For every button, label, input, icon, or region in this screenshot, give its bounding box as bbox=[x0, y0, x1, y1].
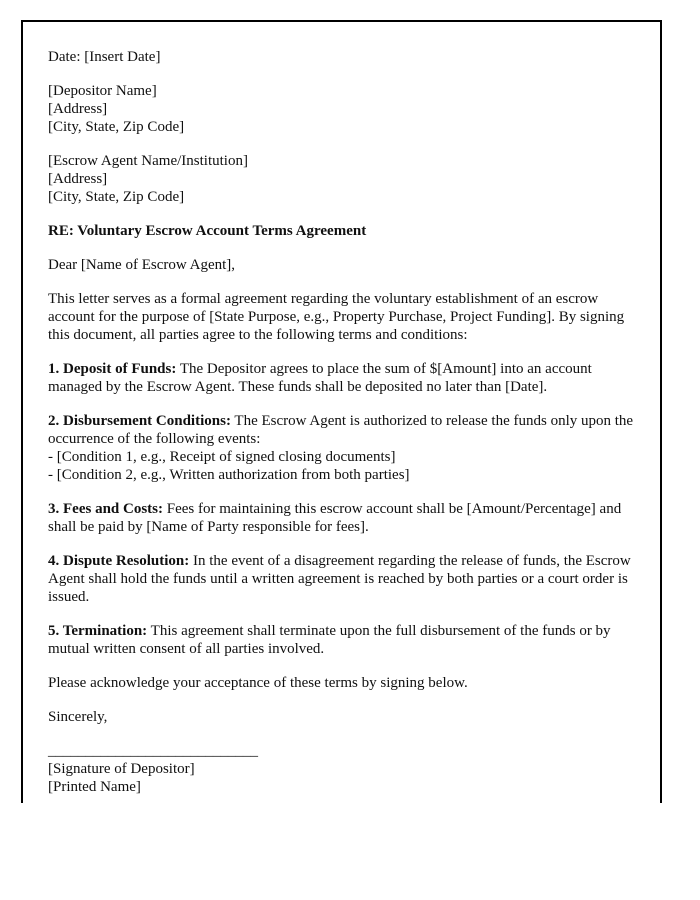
term-fees-and-costs bbox=[48, 500, 635, 536]
term-disbursement-conditions bbox=[48, 412, 635, 484]
subject-text: RE: Voluntary Escrow Account Terms Agreement bbox=[48, 223, 367, 239]
term-label: 4. Dispute Resolution: bbox=[48, 553, 190, 569]
condition-line: - [Condition 1, e.g., Receipt of signed closing documents] bbox=[48, 449, 396, 465]
signature-rule: ____________________________ bbox=[48, 743, 258, 759]
salutation: Dear [Name of Escrow Agent], bbox=[48, 257, 236, 273]
depositor-city-line: [City, State, Zip Code] bbox=[48, 119, 185, 135]
term-text: The Escrow Agent is authorized to release the funds only upon the occurrence of the following events: bbox=[48, 413, 634, 447]
agent-city-line: [City, State, Zip Code] bbox=[48, 189, 185, 205]
condition-line: - [Condition 2, e.g., Written authorization from both parties] bbox=[48, 467, 410, 483]
date-line: Date: [Insert Date] bbox=[48, 49, 161, 65]
acknowledgement-line: Please acknowledge your acceptance of these terms by signing below. bbox=[48, 675, 468, 691]
term-label: 5. Termination: bbox=[48, 623, 148, 639]
signature-caption: [Signature of Depositor] bbox=[48, 761, 195, 777]
term-text: Fees for maintaining this escrow account shall be [Amount/Percentage] and shall be paid by [Name of Party responsible for fees]. bbox=[48, 501, 622, 535]
term-label: 2. Disbursement Conditions: bbox=[48, 413, 231, 429]
depositor-address-block bbox=[48, 82, 635, 136]
term-label: 1. Deposit of Funds: bbox=[48, 361, 177, 377]
escrow-agent-address-block bbox=[48, 152, 635, 206]
term-deposit-of-funds bbox=[48, 360, 635, 396]
signature-block bbox=[48, 742, 635, 796]
subject-line bbox=[48, 222, 635, 240]
intro-paragraph: This letter serves as a formal agreement regarding the voluntary establishment of an escrow account for the purpose of [State Purpose, e.g., Property Purchase, Project Funding]. By signing this document, all parties agree to the following terms and conditions: bbox=[48, 291, 625, 343]
depositor-address-line: [Address] bbox=[48, 101, 108, 117]
term-text: The Depositor agrees to place the sum of $[Amount] into an account managed by the Escrow Agent. These funds shall be deposited no later than [Date]. bbox=[48, 361, 592, 395]
agent-name-line: [Escrow Agent Name/Institution] bbox=[48, 153, 248, 169]
letter-document bbox=[21, 20, 662, 803]
term-label: 3. Fees and Costs: bbox=[48, 501, 163, 517]
printed-name-caption: [Printed Name] bbox=[48, 779, 141, 795]
signoff: Sincerely, bbox=[48, 709, 108, 725]
term-termination bbox=[48, 622, 635, 658]
depositor-name-line: [Depositor Name] bbox=[48, 83, 157, 99]
term-dispute-resolution bbox=[48, 552, 635, 606]
agent-address-line: [Address] bbox=[48, 171, 108, 187]
term-text: In the event of a disagreement regarding the release of funds, the Escrow Agent shall hold the funds until a written agreement is reached by both parties or a court order is issued. bbox=[48, 553, 631, 605]
term-text: This agreement shall terminate upon the full disbursement of the funds or by mutual written consent of all parties involved. bbox=[48, 623, 611, 657]
